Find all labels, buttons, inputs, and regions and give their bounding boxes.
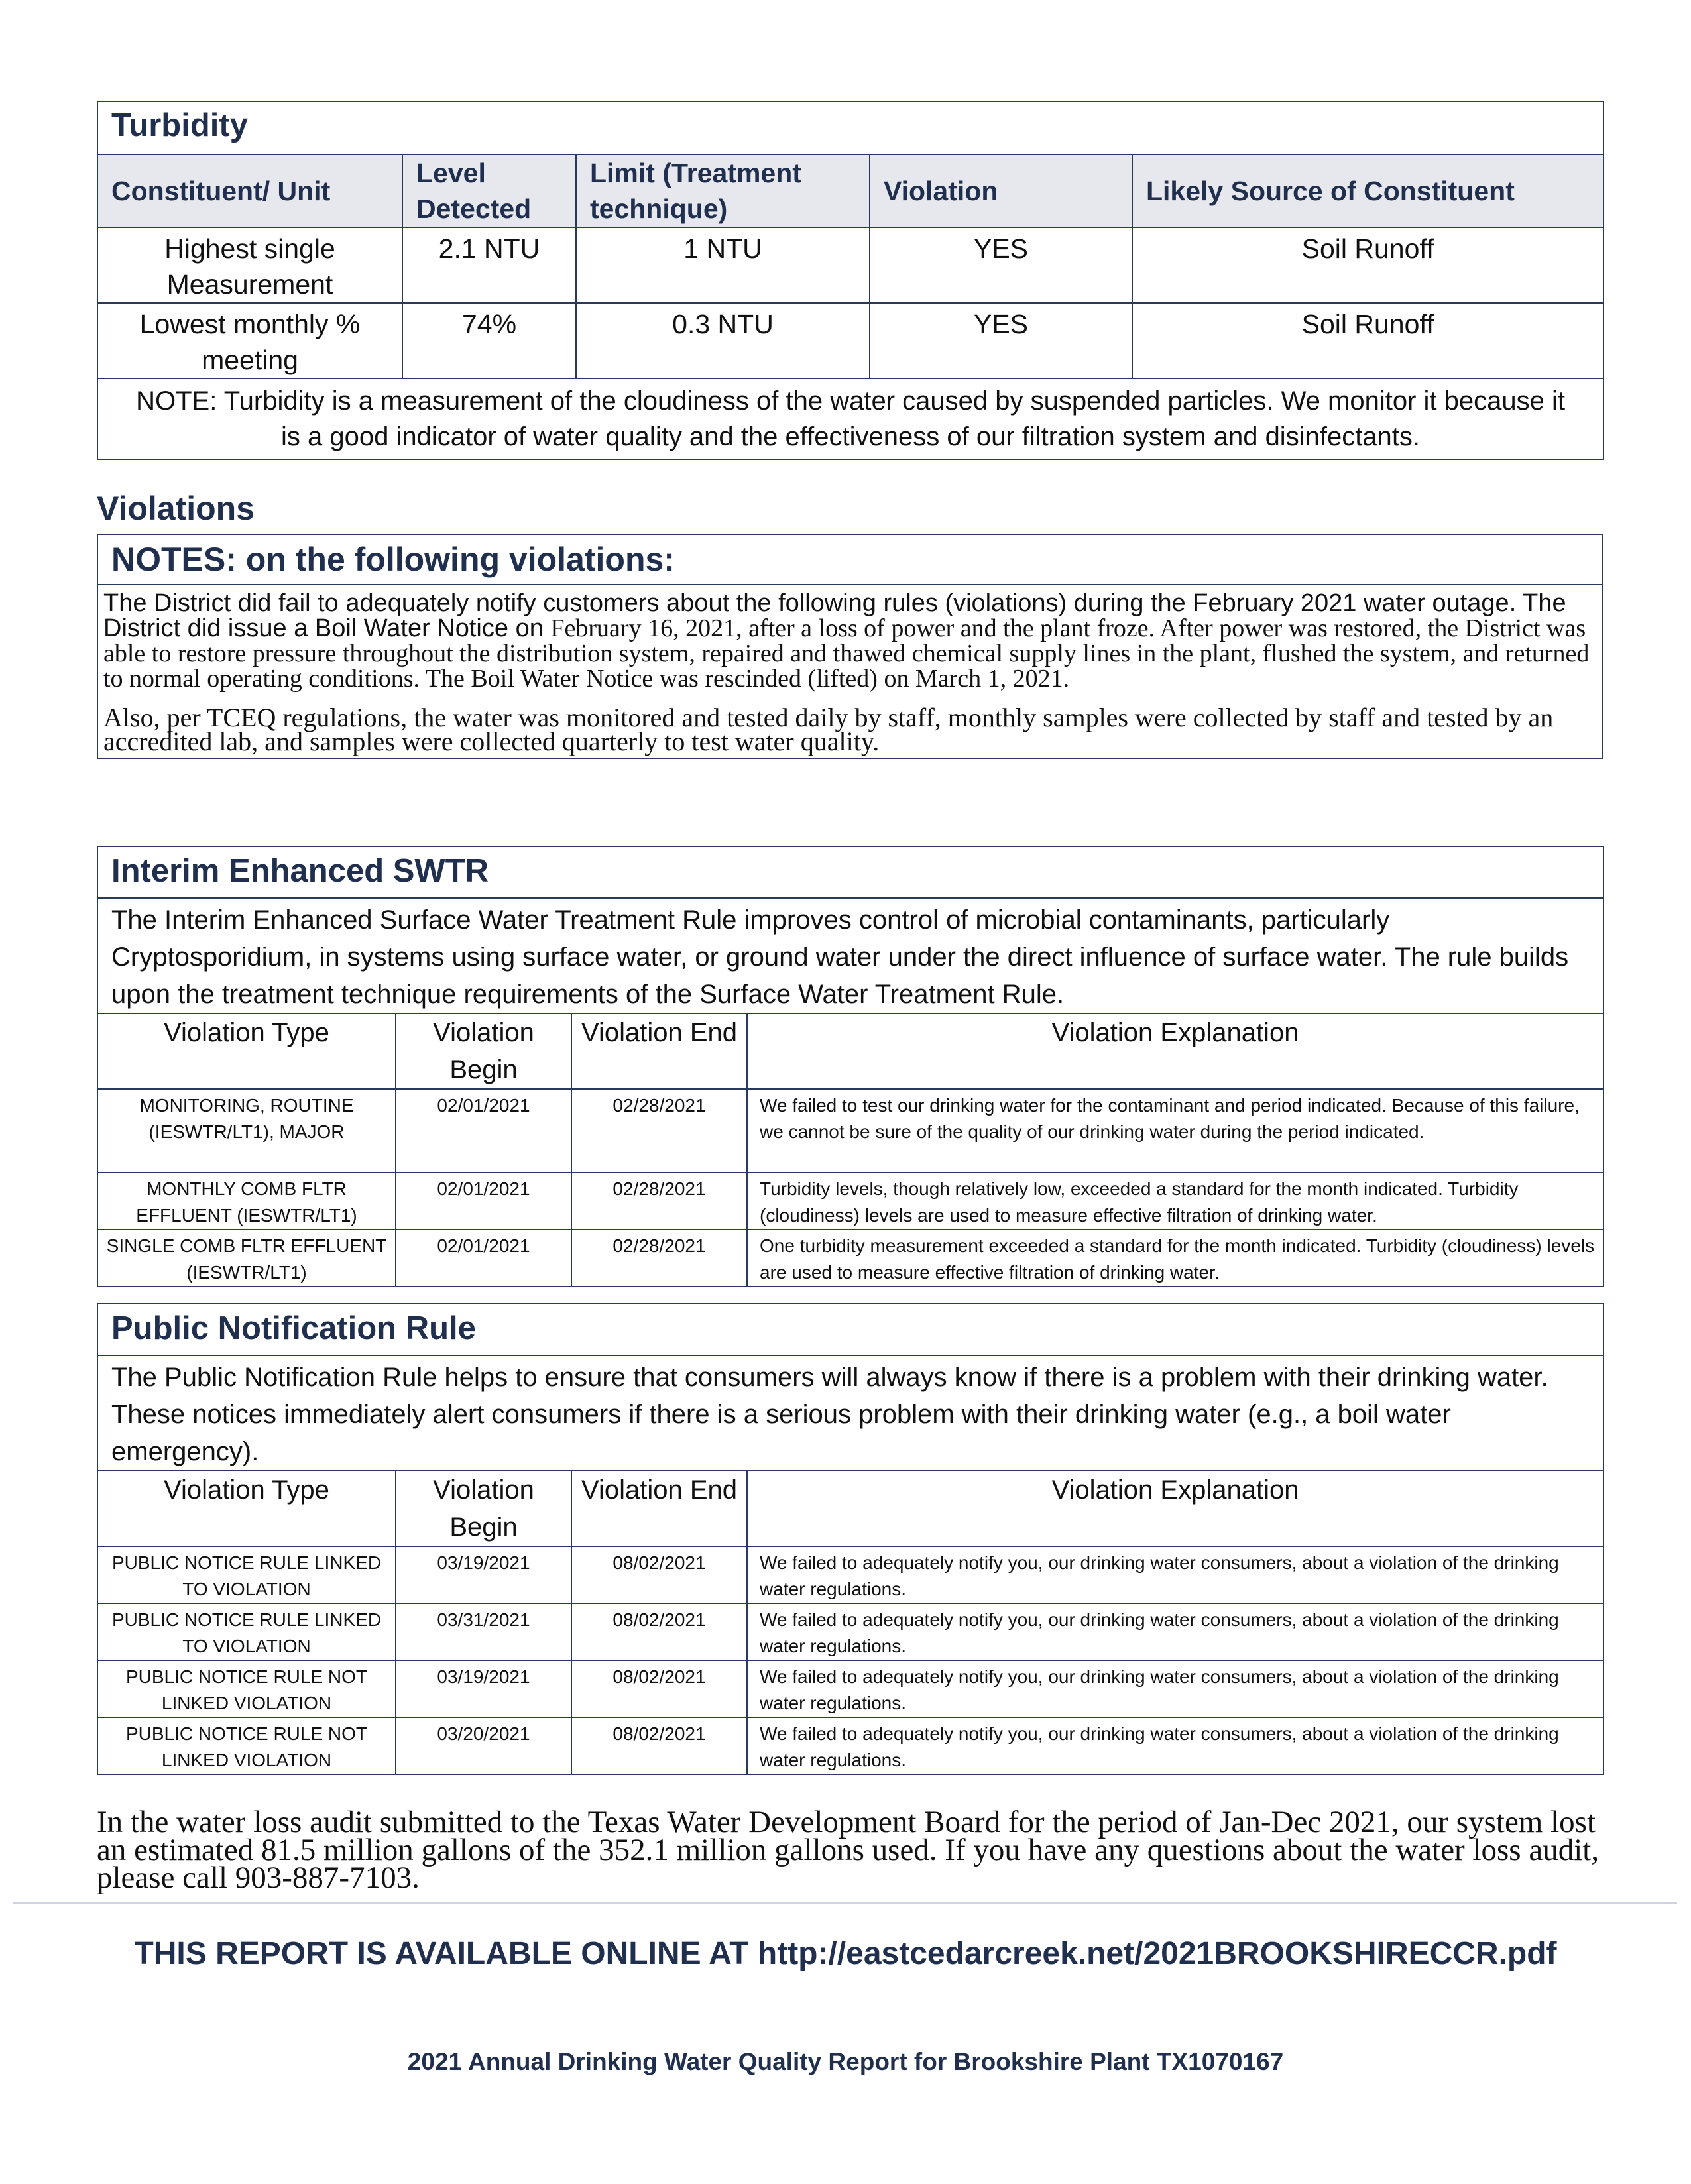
cell-violation-type: PUBLIC NOTICE RULE NOT LINKED VIOLATION — [97, 1660, 396, 1717]
cell-violation-begin: 03/19/2021 — [396, 1546, 571, 1603]
table-row — [97, 1546, 1604, 1603]
divider — [13, 1902, 1677, 1904]
header-limit: Limit (Treatment technique) — [576, 154, 870, 227]
pnr-title: Public Notification Rule — [97, 1304, 1604, 1355]
cell-violation-begin: 02/01/2021 — [396, 1173, 571, 1230]
header-source: Likely Source of Constituent — [1132, 154, 1604, 227]
cell-violation: YES — [870, 227, 1132, 303]
cell-violation-explanation: Turbidity levels, though relatively low, exceeded a standard for the month indicated. Turbidity (cloudiness) levels are used to measure effective filtration of drinking water. — [747, 1173, 1604, 1230]
cell-violation-begin: 03/31/2021 — [396, 1603, 571, 1660]
turbidity-title: Turbidity — [97, 101, 1604, 154]
table-row — [97, 303, 1604, 378]
header-violation-type: Violation Type — [97, 1471, 396, 1546]
cell-violation-begin: 02/01/2021 — [396, 1230, 571, 1287]
cell-violation-explanation: We failed to adequately notify you, our drinking water consumers, about a violation of the drinking water regulations. — [747, 1660, 1604, 1717]
notes-body — [97, 585, 1602, 758]
turbidity-table — [97, 101, 1604, 460]
cell-violation-type: PUBLIC NOTICE RULE LINKED TO VIOLATION — [97, 1603, 396, 1660]
cell-limit: 1 NTU — [576, 227, 870, 303]
cell-violation-explanation: We failed to adequately notify you, our drinking water consumers, about a violation of the drinking water regulations. — [747, 1546, 1604, 1603]
cell-violation-begin: 03/20/2021 — [396, 1717, 571, 1774]
cell-constituent: Lowest monthly % meeting — [97, 303, 402, 378]
cell-violation-type: MONTHLY COMB FLTR EFFLUENT (IESWTR/LT1) — [97, 1173, 396, 1230]
table-row — [97, 1089, 1604, 1173]
ieswtr-description: The Interim Enhanced Surface Water Treatment Rule improves control of microbial contaminants, particularly Cryptosporidium, in systems using surface water, or ground water under the direct influence of surface water. The rule builds upon the treatment technique requirements of the Surface Water Treatment Rule. — [97, 898, 1604, 1013]
cell-violation-explanation: We failed to adequately notify you, our drinking water consumers, about a violation of the drinking water regulations. — [747, 1603, 1604, 1660]
turbidity-note: NOTE: Turbidity is a measurement of the cloudiness of the water caused by suspended particles. We monitor it because it is a good indicator of water quality and the effectiveness of our filtration system and disinfectants. — [97, 378, 1604, 459]
header-violation-explanation: Violation Explanation — [747, 1013, 1604, 1089]
cell-violation-end: 08/02/2021 — [571, 1717, 747, 1774]
cell-violation-explanation: We failed to test our drinking water for the contaminant and period indicated. Because of this failure, we cannot be sure of the quality of our drinking water during the period indicated. — [747, 1089, 1604, 1173]
violations-heading: Violations — [97, 490, 255, 527]
cell-violation-type: MONITORING, ROUTINE (IESWTR/LT1), MAJOR — [97, 1089, 396, 1173]
table-row — [97, 1660, 1604, 1717]
cell-violation-end: 08/02/2021 — [571, 1603, 747, 1660]
notes-paragraph-1 — [103, 591, 1596, 691]
header-violation-end: Violation End — [571, 1471, 747, 1546]
cell-violation-type: PUBLIC NOTICE RULE NOT LINKED VIOLATION — [97, 1717, 396, 1774]
notes-paragraph-1-lead: The District did fail to adequately notify customers about the following rules (violations) during the February 2021 water outage. The District did issue a Boil Water Notice on — [103, 589, 1566, 642]
ieswtr-header-row — [97, 1013, 1604, 1089]
pnr-table — [97, 1303, 1604, 1775]
table-row — [97, 1230, 1604, 1287]
header-violation-explanation: Violation Explanation — [747, 1471, 1604, 1546]
notes-title: NOTES: on the following violations: — [97, 534, 1602, 585]
header-violation-begin: Violation Begin — [396, 1013, 571, 1089]
header-violation: Violation — [870, 154, 1132, 227]
violations-notes-box — [97, 534, 1603, 759]
cell-source: Soil Runoff — [1132, 227, 1604, 303]
ieswtr-table — [97, 846, 1604, 1287]
cell-violation: YES — [870, 303, 1132, 378]
online-report-notice: THIS REPORT IS AVAILABLE ONLINE AT http://eastcedarcreek.net/2021BROOKSHIRECCR.pdf — [134, 1936, 1557, 1971]
table-row — [97, 1173, 1604, 1230]
header-violation-type: Violation Type — [97, 1013, 396, 1089]
cell-violation-begin: 02/01/2021 — [396, 1089, 571, 1173]
notes-paragraph-2: Also, per TCEQ regulations, the water was monitored and tested daily by staff, monthly samples were collected by staff and tested by an accredited lab, and samples were collected quarterly to test water quality. — [103, 703, 1554, 756]
table-row — [97, 1717, 1604, 1774]
cell-violation-type: SINGLE COMB FLTR EFFLUENT (IESWTR/LT1) — [97, 1230, 396, 1287]
cell-source: Soil Runoff — [1132, 303, 1604, 378]
cell-violation-end: 08/02/2021 — [571, 1660, 747, 1717]
cell-violation-end: 02/28/2021 — [571, 1173, 747, 1230]
cell-limit: 0.3 NTU — [576, 303, 870, 378]
cell-level: 74% — [402, 303, 576, 378]
header-violation-end: Violation End — [571, 1013, 747, 1089]
pnr-description: The Public Notification Rule helps to ensure that consumers will always know if there is a problem with their drinking water. These notices immediately alert consumers if there is a serious problem with their drinking water (e.g., a boil water emergency). — [97, 1355, 1604, 1471]
page-footer: 2021 Annual Drinking Water Quality Report for Brookshire Plant TX1070167 — [407, 2048, 1284, 2075]
ieswtr-title: Interim Enhanced SWTR — [97, 846, 1604, 898]
cell-violation-begin: 03/19/2021 — [396, 1660, 571, 1717]
header-violation-begin: Violation Begin — [396, 1471, 571, 1546]
cell-level: 2.1 NTU — [402, 227, 576, 303]
pnr-header-row — [97, 1471, 1604, 1546]
cell-violation-explanation: One turbidity measurement exceeded a standard for the month indicated. Turbidity (cloudiness) levels are used to measure effective filtration of drinking water. — [747, 1230, 1604, 1287]
water-loss-paragraph: In the water loss audit submitted to the Texas Water Development Board for the period of Jan-Dec 2021, our system lost an estimated 81.5 million gallons of the 352.1 million gallons used. If you have any questions about the water loss audit, please call 903-887-7103. — [97, 1805, 1600, 1895]
cell-constituent: Highest single Measurement — [97, 227, 402, 303]
header-constituent: Constituent/ Unit — [97, 154, 402, 227]
notes-paragraph-1-rest: February 16, 2021, after a loss of power and the plant froze. After power was restored, the District was able to restore pressure throughout the distribution system, repaired and thawed chemical supply lines in the plant, flushed the system, and returned to normal operating conditions. The Boil Water Notice was rescinded (lifted) on March 1, 2021. — [103, 614, 1590, 693]
header-level: Level Detected — [402, 154, 576, 227]
cell-violation-explanation: We failed to adequately notify you, our drinking water consumers, about a violation of the drinking water regulations. — [747, 1717, 1604, 1774]
turbidity-header-row — [97, 154, 1604, 227]
cell-violation-end: 02/28/2021 — [571, 1089, 747, 1173]
cell-violation-type: PUBLIC NOTICE RULE LINKED TO VIOLATION — [97, 1546, 396, 1603]
cell-violation-end: 08/02/2021 — [571, 1546, 747, 1603]
table-row — [97, 1603, 1604, 1660]
cell-violation-end: 02/28/2021 — [571, 1230, 747, 1287]
table-row — [97, 227, 1604, 303]
